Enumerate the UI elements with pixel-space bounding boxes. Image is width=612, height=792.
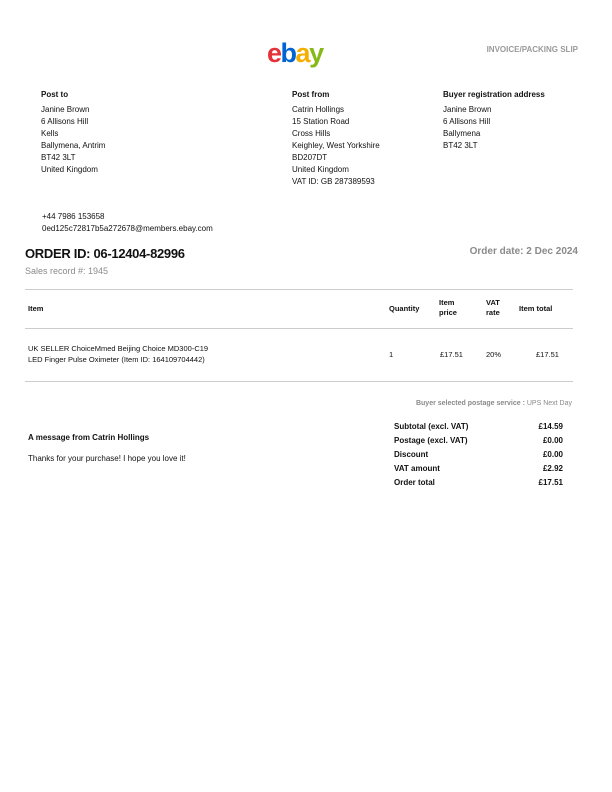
totals-row-order-total — [394, 476, 563, 490]
post-to-line: 6 Allisons Hill — [41, 117, 89, 126]
buyer-registration-line: BT42 3LT — [443, 141, 478, 150]
post-to-line: Ballymena, Antrim — [41, 141, 106, 150]
header-vat-rate-line2: rate — [486, 308, 500, 317]
ebay-logo — [267, 40, 323, 67]
totals-value: £17.51 — [538, 478, 563, 487]
header-item-price — [439, 298, 457, 318]
totals-value: £0.00 — [542, 436, 563, 445]
post-from-line: Cross Hills — [292, 129, 331, 138]
totals-label: Discount — [394, 450, 429, 459]
row-quantity: 1 — [389, 350, 394, 359]
post-to-line: United Kingdom — [41, 165, 98, 174]
post-from-line: United Kingdom — [292, 165, 349, 174]
header-quantity: Quantity — [389, 304, 420, 313]
buyer-registration-line: Ballymena — [443, 129, 481, 138]
postage-service-label: Buyer selected postage service : — [415, 400, 525, 407]
postage-service-value: UPS Next Day — [526, 400, 572, 407]
buyer-registration-heading: Buyer registration address — [443, 90, 545, 99]
buyer-email: 0ed125c72817b5a272678@members.ebay.com — [42, 224, 213, 233]
logo-letter-e: e — [267, 38, 281, 68]
table-bottom-divider — [25, 381, 573, 382]
postage-service — [416, 400, 572, 407]
post-to-address — [41, 89, 105, 176]
logo-letter-a: a — [295, 38, 310, 68]
post-from-address — [292, 89, 380, 188]
row-total: £17.51 — [536, 350, 559, 359]
sales-record: Sales record #: 1945 — [25, 266, 109, 276]
post-to-heading: Post to — [41, 90, 69, 99]
buyer-phone: +44 7986 153658 — [42, 212, 105, 221]
order-totals — [394, 420, 563, 490]
buyer-registration-address — [443, 89, 545, 152]
row-vat-rate: 20% — [486, 350, 502, 359]
totals-row-discount — [394, 448, 563, 462]
post-to-line: Kells — [41, 129, 59, 138]
order-date: Order date: 2 Dec 2024 — [469, 246, 578, 257]
totals-value: £2.92 — [542, 464, 563, 473]
totals-label: Postage (excl. VAT) — [394, 436, 468, 445]
post-to-line: BT42 3LT — [41, 153, 76, 162]
item-title-line1: UK SELLER ChoiceMmed Beijing Choice MD300-C19 — [28, 344, 209, 353]
header-item: Item — [28, 304, 44, 313]
post-from-vat-id: VAT ID: GB 287389593 — [292, 177, 375, 186]
logo-letter-y: y — [309, 38, 323, 68]
logo-letter-b: b — [280, 38, 296, 68]
table-header-divider — [25, 328, 573, 329]
post-to-line: Janine Brown — [41, 105, 90, 114]
post-from-line: BD207DT — [292, 153, 328, 162]
buyer-registration-line: Janine Brown — [443, 105, 492, 114]
header-vat-rate — [486, 298, 500, 318]
order-id: ORDER ID: 06-12404-82996 — [25, 246, 185, 261]
table-top-divider — [25, 289, 573, 290]
header-item-price-line2: price — [439, 308, 457, 317]
seller-message-body: Thanks for your purchase! I hope you love it! — [28, 454, 186, 463]
post-from-line: 15 Station Road — [292, 117, 350, 126]
item-title-line2: LED Finger Pulse Oximeter (Item ID: 164109704442) — [28, 355, 205, 364]
header-vat-rate-line1: VAT — [486, 298, 500, 307]
table-row-item — [28, 343, 208, 365]
totals-row-vat — [394, 462, 563, 476]
totals-label: VAT amount — [394, 464, 440, 473]
totals-value: £14.59 — [538, 422, 563, 431]
row-price: £17.51 — [440, 350, 463, 359]
totals-label: Order total — [394, 478, 435, 487]
document-title: INVOICE/PACKING SLIP — [486, 45, 578, 54]
post-from-line: Catrin Hollings — [292, 105, 345, 114]
header-item-price-line1: Item — [439, 298, 455, 307]
totals-row-postage — [394, 434, 563, 448]
totals-value: £0.00 — [542, 450, 563, 459]
seller-message-heading: A message from Catrin Hollings — [28, 433, 150, 442]
header-item-total: Item total — [519, 304, 553, 313]
post-from-heading: Post from — [292, 90, 330, 99]
totals-row-subtotal — [394, 420, 563, 434]
buyer-registration-line: 6 Allisons Hill — [443, 117, 491, 126]
post-from-line: Keighley, West Yorkshire — [292, 141, 380, 150]
buyer-contact — [42, 211, 213, 235]
totals-label: Subtotal (excl. VAT) — [394, 422, 469, 431]
